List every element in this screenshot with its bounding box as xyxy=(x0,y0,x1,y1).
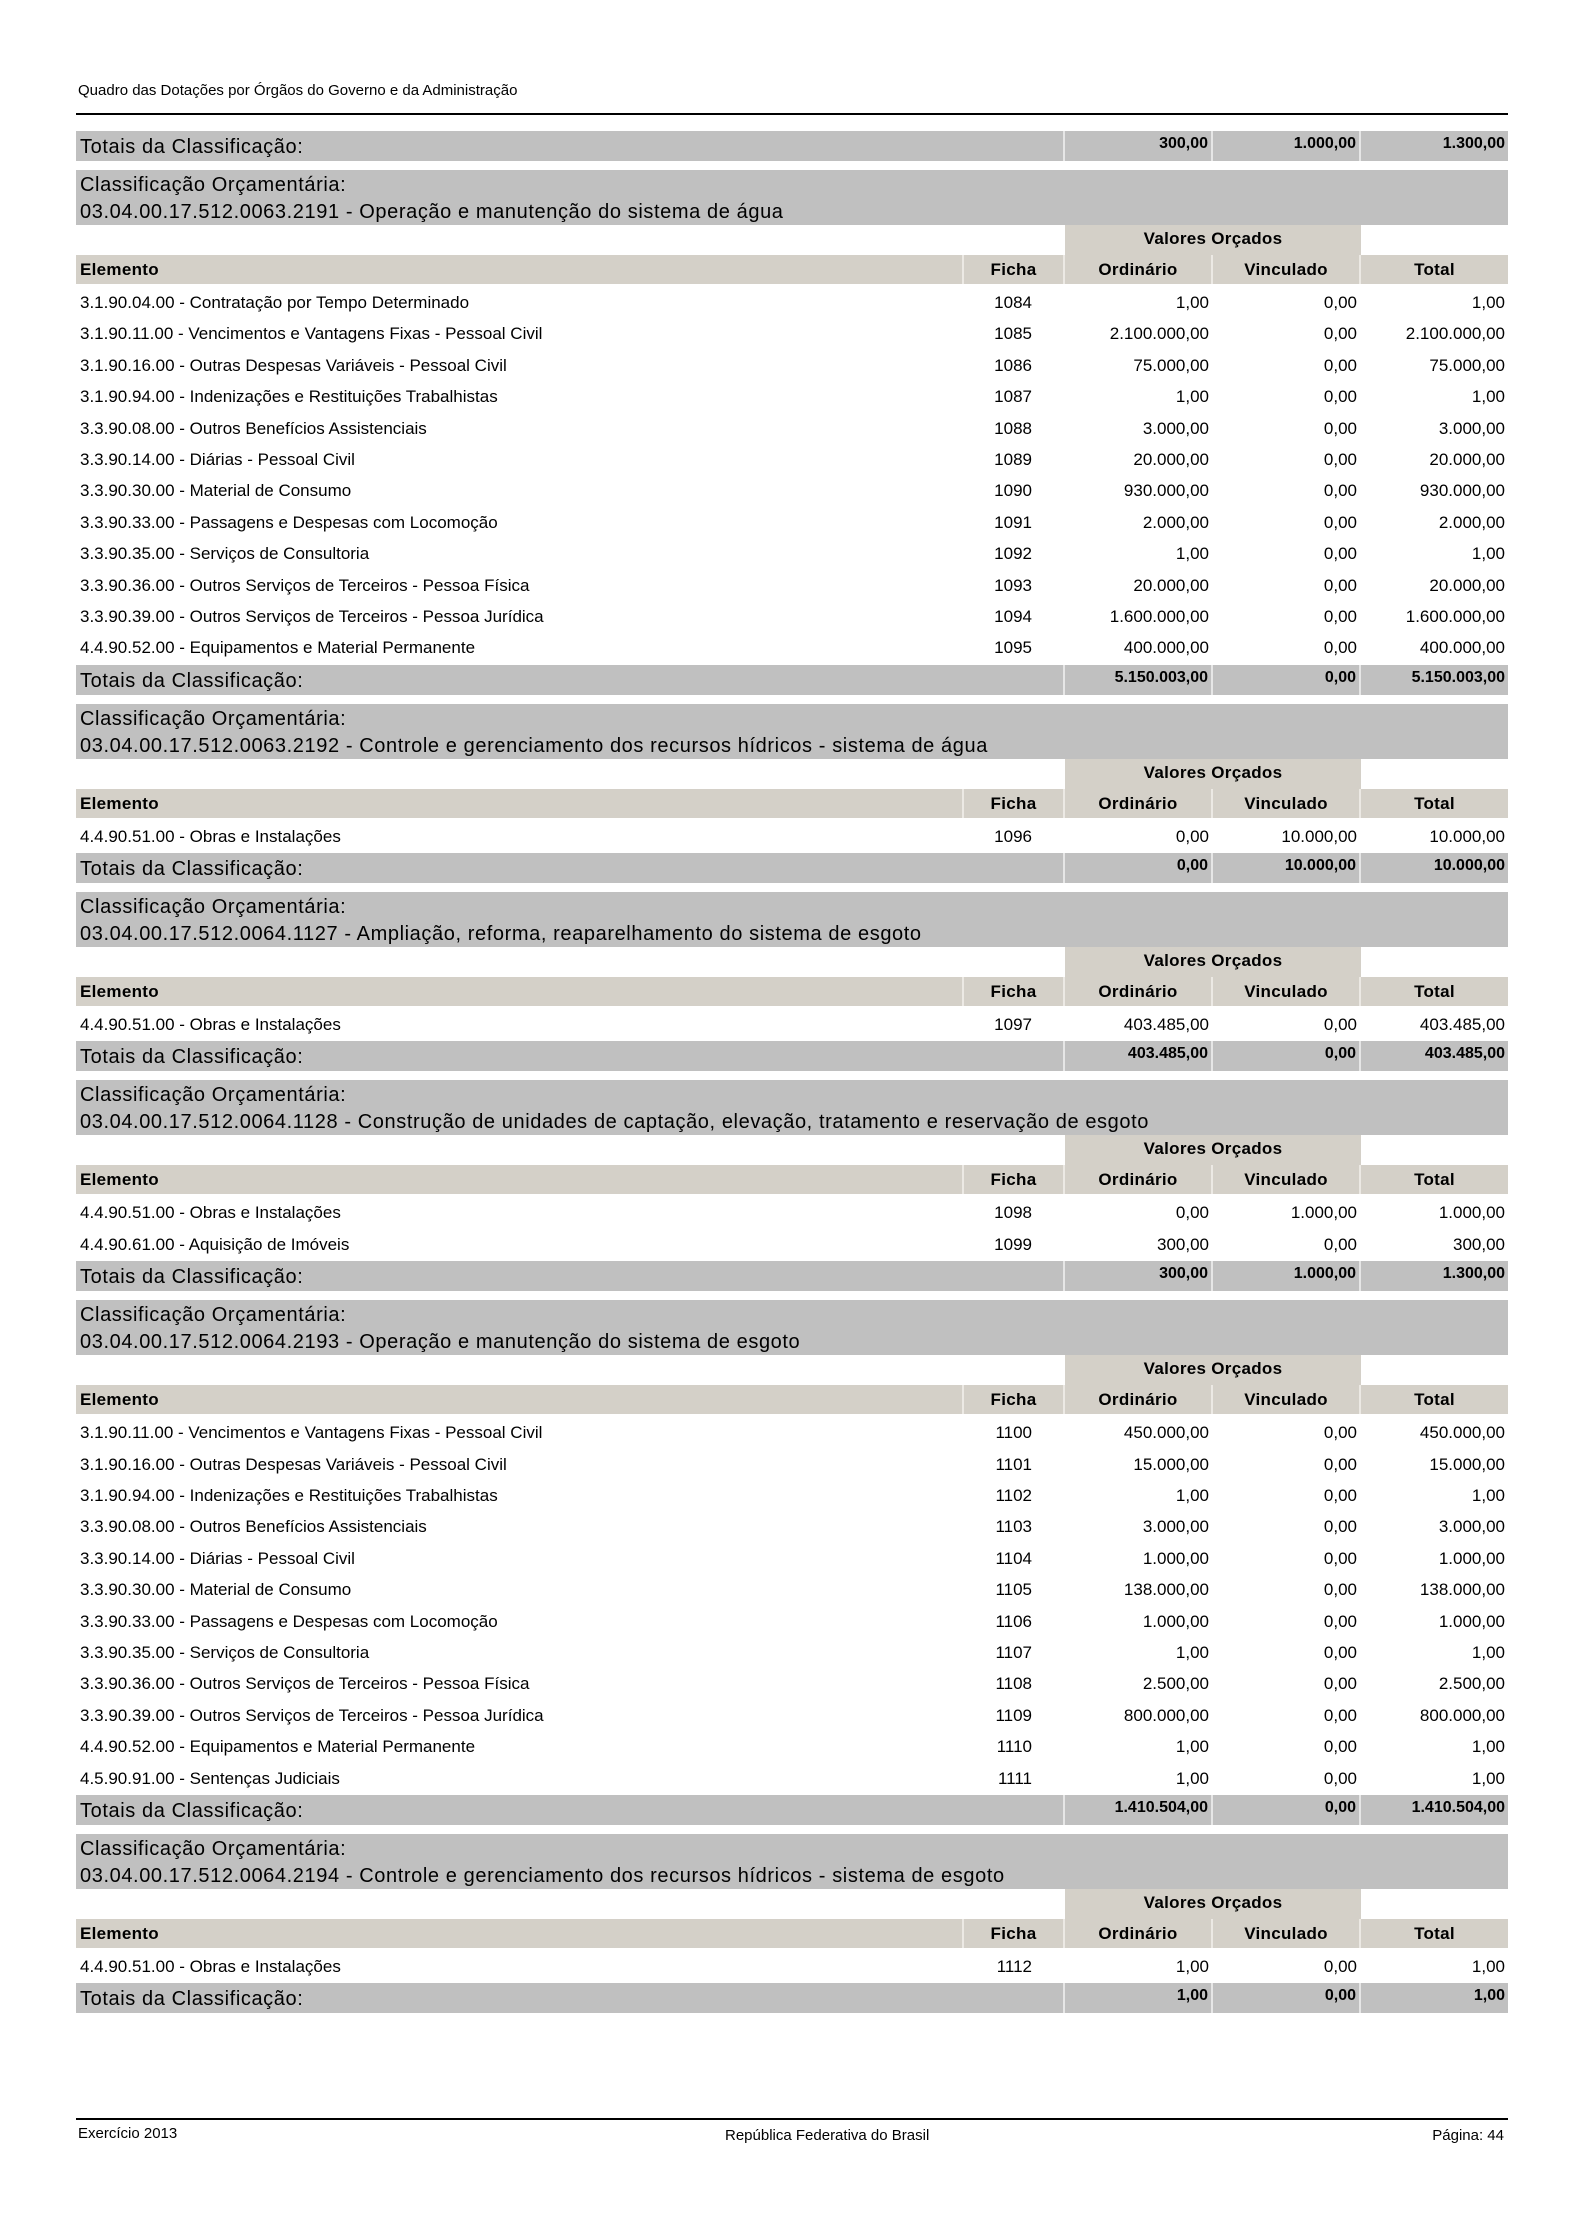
totals-total: 1.300,00 xyxy=(1361,1261,1508,1291)
classification-label: Classificação Orçamentária: xyxy=(80,1084,347,1107)
valores-orcados-row xyxy=(76,759,1508,789)
totals-label: Totais da Classificação: xyxy=(76,1983,1065,2013)
column-header-row xyxy=(76,255,1508,284)
totals-vinculado: 1.000,00 xyxy=(1213,131,1361,161)
col-ficha-header: Ficha xyxy=(964,1385,1065,1414)
col-elemento-header: Elemento xyxy=(76,1165,964,1194)
section-totals-row xyxy=(76,1261,1508,1291)
cell-ordinario: 1,00 xyxy=(1175,1486,1209,1506)
cell-ordinario: 0,00 xyxy=(1175,1203,1209,1223)
col-total-header: Total xyxy=(1414,982,1455,1002)
cell-vinculado: 0,00 xyxy=(1323,544,1357,564)
table-row xyxy=(76,1197,1508,1228)
col-ordinario-header: Ordinário xyxy=(1065,1165,1213,1194)
cell-ficha: 1103 xyxy=(995,1517,1032,1537)
cell-elemento: 3.3.90.08.00 - Outros Benefícios Assistenciais xyxy=(80,418,427,438)
cell-ficha: 1096 xyxy=(994,826,1032,846)
table-row xyxy=(76,1229,1508,1260)
totals-label: Totais da Classificação: xyxy=(76,665,1065,695)
cell-total: 2.100.000,00 xyxy=(1405,324,1505,344)
cell-vinculado: 0,00 xyxy=(1323,449,1357,469)
table-row xyxy=(76,1637,1508,1668)
cell-total: 2.000,00 xyxy=(1438,512,1505,532)
classification-label: Classificação Orçamentária: xyxy=(80,1837,347,1860)
totals-total: 1,00 xyxy=(1361,1983,1508,2013)
classification-header xyxy=(76,1080,1508,1135)
cell-ficha: 1105 xyxy=(995,1580,1032,1600)
classification-label: Classificação Orçamentária: xyxy=(80,1304,347,1327)
cell-ficha: 1104 xyxy=(995,1548,1032,1568)
table-row xyxy=(76,381,1508,412)
col-total-header: Total xyxy=(1414,1923,1455,1943)
cell-elemento: 3.1.90.11.00 - Vencimentos e Vantagens Fixas - Pessoal Civil xyxy=(80,324,543,344)
cell-elemento: 3.3.90.35.00 - Serviços de Consultoria xyxy=(80,544,370,564)
section-totals-row xyxy=(76,1041,1508,1071)
col-vinculado-header: Vinculado xyxy=(1213,255,1361,284)
cell-vinculado: 0,00 xyxy=(1323,355,1357,375)
cell-vinculado: 0,00 xyxy=(1323,387,1357,407)
cell-ordinario: 1,00 xyxy=(1175,293,1209,312)
table-row xyxy=(76,1480,1508,1511)
table-row xyxy=(76,538,1508,569)
cell-total: 1.000,00 xyxy=(1438,1611,1505,1631)
cell-ficha: 1101 xyxy=(995,1454,1032,1474)
cell-vinculado: 0,00 xyxy=(1323,1234,1357,1254)
cell-vinculado: 0,00 xyxy=(1323,1548,1357,1568)
cell-vinculado: 0,00 xyxy=(1323,1642,1357,1662)
cell-ficha: 1100 xyxy=(995,1423,1032,1443)
carryover-totals-row xyxy=(76,131,1508,161)
valores-orcados-header: Valores Orçados xyxy=(1065,225,1361,255)
totals-total: 5.150.003,00 xyxy=(1361,665,1508,695)
col-elemento-header: Elemento xyxy=(76,977,964,1006)
cell-ordinario: 138.000,00 xyxy=(1123,1580,1209,1600)
classification-header xyxy=(76,1300,1508,1355)
col-ordinario-header: Ordinário xyxy=(1065,255,1213,284)
totals-label: Totais da Classificação: xyxy=(76,1795,1065,1825)
table-row xyxy=(76,287,1508,318)
cell-ordinario: 400.000,00 xyxy=(1123,638,1209,658)
valores-orcados-header: Valores Orçados xyxy=(1065,1889,1361,1919)
cell-vinculado: 0,00 xyxy=(1323,1705,1357,1725)
spacer xyxy=(76,1135,1065,1165)
column-header-row xyxy=(76,1385,1508,1414)
cell-total: 1,00 xyxy=(1471,544,1505,564)
cell-elemento: 3.1.90.16.00 - Outras Despesas Variáveis - Pessoal Civil xyxy=(80,355,507,375)
totals-vinculado: 0,00 xyxy=(1213,1795,1361,1825)
footer-country: República Federativa do Brasil xyxy=(725,2127,930,2144)
cell-ficha: 1110 xyxy=(996,1737,1032,1757)
totals-ordinario: 300,00 xyxy=(1065,1261,1213,1291)
header-divider xyxy=(76,113,1508,115)
totals-vinculado: 10.000,00 xyxy=(1213,853,1361,883)
section-totals-row xyxy=(76,1795,1508,1825)
cell-total: 1,00 xyxy=(1471,1642,1505,1662)
cell-ordinario: 15.000,00 xyxy=(1133,1454,1209,1474)
cell-ficha: 1092 xyxy=(994,544,1032,564)
cell-elemento: 3.1.90.16.00 - Outras Despesas Variáveis - Pessoal Civil xyxy=(80,1454,507,1474)
table-row xyxy=(76,1763,1508,1794)
totals-label: Totais da Classificação: xyxy=(76,853,1065,883)
cell-total: 403.485,00 xyxy=(1419,1015,1505,1035)
cell-vinculado: 10.000,00 xyxy=(1281,826,1357,846)
cell-ficha: 1085 xyxy=(994,324,1032,344)
spacer xyxy=(76,1889,1065,1919)
cell-ordinario: 20.000,00 xyxy=(1133,575,1209,595)
cell-elemento: 3.3.90.39.00 - Outros Serviços de Terceiros - Pessoa Jurídica xyxy=(80,606,544,626)
cell-vinculado: 1.000,00 xyxy=(1290,1203,1357,1223)
cell-vinculado: 0,00 xyxy=(1323,638,1357,658)
col-ordinario-header: Ordinário xyxy=(1065,977,1213,1006)
cell-total: 1,00 xyxy=(1471,1737,1505,1757)
cell-ficha: 1112 xyxy=(996,1956,1032,1976)
cell-ordinario: 800.000,00 xyxy=(1123,1705,1209,1725)
cell-ordinario: 2.500,00 xyxy=(1142,1674,1209,1694)
cell-vinculado: 0,00 xyxy=(1323,293,1357,312)
cell-elemento: 3.3.90.30.00 - Material de Consumo xyxy=(80,481,352,501)
section-totals-row xyxy=(76,665,1508,695)
column-header-row xyxy=(76,789,1508,818)
cell-ordinario: 1.600.000,00 xyxy=(1109,606,1209,626)
cell-vinculado: 0,00 xyxy=(1323,481,1357,501)
col-total-header: Total xyxy=(1414,793,1455,813)
table-row xyxy=(76,1511,1508,1542)
col-ficha-header: Ficha xyxy=(964,1919,1065,1948)
cell-total: 75.000,00 xyxy=(1429,355,1505,375)
cell-ficha: 1109 xyxy=(995,1705,1032,1725)
cell-total: 2.500,00 xyxy=(1438,1674,1505,1694)
classification-header xyxy=(76,704,1508,759)
col-vinculado-header: Vinculado xyxy=(1213,1165,1361,1194)
cell-elemento: 3.3.90.33.00 - Passagens e Despesas com Locomoção xyxy=(80,1611,498,1631)
cell-elemento: 3.3.90.36.00 - Outros Serviços de Terceiros - Pessoa Física xyxy=(80,1674,530,1694)
cell-total: 1,00 xyxy=(1471,387,1505,407)
cell-elemento: 3.3.90.39.00 - Outros Serviços de Terceiros - Pessoa Jurídica xyxy=(80,1705,544,1725)
footer-divider xyxy=(76,2118,1508,2120)
col-vinculado-header: Vinculado xyxy=(1213,1919,1361,1948)
cell-total: 1.600.000,00 xyxy=(1405,606,1505,626)
cell-total: 1,00 xyxy=(1471,1956,1505,1976)
column-header-row xyxy=(76,1165,1508,1194)
cell-ficha: 1087 xyxy=(994,387,1032,407)
totals-total: 1.300,00 xyxy=(1361,131,1508,161)
section-totals-row xyxy=(76,1983,1508,2013)
table-row xyxy=(76,1731,1508,1762)
cell-total: 930.000,00 xyxy=(1419,481,1505,501)
cell-vinculado: 0,00 xyxy=(1323,1956,1357,1976)
cell-ordinario: 3.000,00 xyxy=(1142,418,1209,438)
valores-orcados-row xyxy=(76,225,1508,255)
cell-vinculado: 0,00 xyxy=(1323,1768,1357,1788)
cell-ordinario: 2.000,00 xyxy=(1142,512,1209,532)
cell-total: 1,00 xyxy=(1471,1486,1505,1506)
valores-orcados-row xyxy=(76,1889,1508,1919)
cell-vinculado: 0,00 xyxy=(1323,418,1357,438)
column-header-row xyxy=(76,1919,1508,1948)
cell-elemento: 4.4.90.61.00 - Aquisição de Imóveis xyxy=(80,1234,350,1254)
cell-total: 20.000,00 xyxy=(1429,575,1505,595)
cell-ordinario: 403.485,00 xyxy=(1123,1015,1209,1035)
valores-orcados-header: Valores Orçados xyxy=(1065,1135,1361,1165)
cell-ordinario: 930.000,00 xyxy=(1123,481,1209,501)
col-vinculado-header: Vinculado xyxy=(1213,789,1361,818)
cell-total: 3.000,00 xyxy=(1438,418,1505,438)
totals-label: Totais da Classificação: xyxy=(76,1041,1065,1071)
table-row xyxy=(76,821,1508,852)
cell-ordinario: 20.000,00 xyxy=(1133,449,1209,469)
col-vinculado-header: Vinculado xyxy=(1213,1385,1361,1414)
col-elemento-header: Elemento xyxy=(76,789,964,818)
cell-ficha: 1111 xyxy=(997,1768,1032,1788)
cell-ordinario: 0,00 xyxy=(1175,826,1209,846)
table-row xyxy=(76,318,1508,349)
col-ficha-header: Ficha xyxy=(964,255,1065,284)
cell-elemento: 3.3.90.14.00 - Diárias - Pessoal Civil xyxy=(80,1548,355,1568)
cell-elemento: 3.3.90.35.00 - Serviços de Consultoria xyxy=(80,1642,370,1662)
cell-elemento: 3.1.90.04.00 - Contratação por Tempo Determinado xyxy=(80,293,470,312)
cell-total: 10.000,00 xyxy=(1429,826,1505,846)
cell-ficha: 1108 xyxy=(995,1674,1032,1694)
cell-vinculado: 0,00 xyxy=(1323,1674,1357,1694)
cell-ordinario: 1,00 xyxy=(1175,1768,1209,1788)
cell-total: 1.000,00 xyxy=(1438,1548,1505,1568)
classification-code-title: 03.04.00.17.512.0064.2194 - Controle e gerenciamento dos recursos hídricos - sistema de esgoto xyxy=(80,1864,1005,1887)
classification-header xyxy=(76,170,1508,225)
cell-elemento: 3.3.90.08.00 - Outros Benefícios Assistenciais xyxy=(80,1517,427,1537)
table-row xyxy=(76,350,1508,381)
cell-elemento: 3.1.90.94.00 - Indenizações e Restituições Trabalhistas xyxy=(80,1486,498,1506)
totals-label: Totais da Classificação: xyxy=(76,131,1065,161)
col-vinculado-header: Vinculado xyxy=(1213,977,1361,1006)
col-ordinario-header: Ordinário xyxy=(1065,789,1213,818)
cell-ficha: 1098 xyxy=(994,1203,1032,1223)
cell-total: 20.000,00 xyxy=(1429,449,1505,469)
cell-elemento: 3.3.90.33.00 - Passagens e Despesas com Locomoção xyxy=(80,512,498,532)
spacer xyxy=(76,947,1065,977)
cell-total: 3.000,00 xyxy=(1438,1517,1505,1537)
table-row xyxy=(76,1417,1508,1448)
cell-ordinario: 2.100.000,00 xyxy=(1109,324,1209,344)
cell-ficha: 1093 xyxy=(994,575,1032,595)
cell-elemento: 3.3.90.14.00 - Diárias - Pessoal Civil xyxy=(80,449,355,469)
footer-page-number: Página: 44 xyxy=(1432,2127,1504,2144)
cell-elemento: 4.4.90.51.00 - Obras e Instalações xyxy=(80,1956,341,1976)
cell-elemento: 4.4.90.51.00 - Obras e Instalações xyxy=(80,1015,341,1035)
cell-total: 400.000,00 xyxy=(1419,638,1505,658)
classification-label: Classificação Orçamentária: xyxy=(80,896,347,919)
cell-ordinario: 1,00 xyxy=(1175,544,1209,564)
classification-code-title: 03.04.00.17.512.0064.1127 - Ampliação, reforma, reaparelhamento do sistema de esgoto xyxy=(80,923,922,946)
cell-vinculado: 0,00 xyxy=(1323,1454,1357,1474)
cell-ficha: 1089 xyxy=(994,449,1032,469)
totals-label: Totais da Classificação: xyxy=(76,1261,1065,1291)
valores-orcados-row xyxy=(76,1355,1508,1385)
col-total-header: Total xyxy=(1414,1170,1455,1190)
cell-vinculado: 0,00 xyxy=(1323,1611,1357,1631)
col-ordinario-header: Ordinário xyxy=(1065,1385,1213,1414)
totals-vinculado: 0,00 xyxy=(1213,1041,1361,1071)
report-body xyxy=(76,131,1508,2022)
totals-total: 403.485,00 xyxy=(1361,1041,1508,1071)
cell-total: 300,00 xyxy=(1453,1234,1505,1254)
table-row xyxy=(76,1574,1508,1605)
cell-ficha: 1095 xyxy=(994,638,1032,658)
cell-elemento: 3.3.90.36.00 - Outros Serviços de Terceiros - Pessoa Física xyxy=(80,575,530,595)
table-row xyxy=(76,1700,1508,1731)
cell-total: 450.000,00 xyxy=(1419,1423,1505,1443)
classification-label: Classificação Orçamentária: xyxy=(80,174,347,196)
cell-vinculado: 0,00 xyxy=(1323,1015,1357,1035)
classification-code-title: 03.04.00.17.512.0063.2192 - Controle e gerenciamento dos recursos hídricos - sistema de água xyxy=(80,734,988,757)
classification-code-title: 03.04.00.17.512.0063.2191 - Operação e manutenção do sistema de água xyxy=(80,201,784,223)
cell-ficha: 1088 xyxy=(994,418,1032,438)
table-row xyxy=(76,413,1508,444)
cell-vinculado: 0,00 xyxy=(1323,324,1357,344)
spacer xyxy=(76,1355,1065,1385)
table-row xyxy=(76,1449,1508,1480)
cell-ficha: 1106 xyxy=(995,1611,1032,1631)
cell-total: 15.000,00 xyxy=(1429,1454,1505,1474)
valores-orcados-header: Valores Orçados xyxy=(1065,947,1361,977)
cell-ficha: 1099 xyxy=(994,1234,1032,1254)
cell-elemento: 3.1.90.94.00 - Indenizações e Restituições Trabalhistas xyxy=(80,387,498,407)
col-ficha-header: Ficha xyxy=(964,789,1065,818)
col-total-header: Total xyxy=(1414,1390,1455,1410)
col-ordinario-header: Ordinário xyxy=(1065,1919,1213,1948)
cell-total: 1,00 xyxy=(1471,293,1505,312)
table-row xyxy=(76,1668,1508,1699)
cell-ordinario: 1,00 xyxy=(1175,1642,1209,1662)
valores-orcados-header: Valores Orçados xyxy=(1065,1355,1361,1385)
col-ficha-header: Ficha xyxy=(964,977,1065,1006)
totals-ordinario: 1,00 xyxy=(1065,1983,1213,2013)
table-row xyxy=(76,1606,1508,1637)
section-totals-row xyxy=(76,853,1508,883)
table-row xyxy=(76,601,1508,632)
cell-ficha: 1086 xyxy=(994,355,1032,375)
cell-elemento: 4.4.90.51.00 - Obras e Instalações xyxy=(80,826,341,846)
totals-vinculado: 1.000,00 xyxy=(1213,1261,1361,1291)
cell-elemento: 3.1.90.11.00 - Vencimentos e Vantagens Fixas - Pessoal Civil xyxy=(80,1423,543,1443)
cell-vinculado: 0,00 xyxy=(1323,575,1357,595)
cell-ordinario: 1.000,00 xyxy=(1142,1548,1209,1568)
table-row xyxy=(76,1009,1508,1040)
classification-code-title: 03.04.00.17.512.0064.2193 - Operação e manutenção do sistema de esgoto xyxy=(80,1331,801,1354)
cell-elemento: 4.5.90.91.00 - Sentenças Judiciais xyxy=(80,1768,340,1788)
totals-total: 1.410.504,00 xyxy=(1361,1795,1508,1825)
table-row xyxy=(76,570,1508,601)
cell-vinculado: 0,00 xyxy=(1323,1517,1357,1537)
table-row xyxy=(76,1951,1508,1982)
cell-ficha: 1094 xyxy=(994,606,1032,626)
cell-elemento: 4.4.90.52.00 - Equipamentos e Material Permanente xyxy=(80,1737,476,1757)
cell-total: 138.000,00 xyxy=(1419,1580,1505,1600)
cell-total: 1.000,00 xyxy=(1438,1203,1505,1223)
col-elemento-header: Elemento xyxy=(76,1385,964,1414)
table-row xyxy=(76,444,1508,475)
cell-ficha: 1090 xyxy=(994,481,1032,501)
valores-orcados-header: Valores Orçados xyxy=(1065,759,1361,789)
cell-ordinario: 1.000,00 xyxy=(1142,1611,1209,1631)
cell-vinculado: 0,00 xyxy=(1323,1423,1357,1443)
cell-ordinario: 300,00 xyxy=(1157,1234,1209,1254)
cell-ordinario: 3.000,00 xyxy=(1142,1517,1209,1537)
page-title: Quadro das Dotações por Órgãos do Governo e da Administração xyxy=(78,82,518,99)
col-ficha-header: Ficha xyxy=(964,1165,1065,1194)
cell-elemento: 4.4.90.52.00 - Equipamentos e Material Permanente xyxy=(80,638,476,658)
totals-vinculado: 0,00 xyxy=(1213,665,1361,695)
spacer xyxy=(76,225,1065,255)
classification-code-title: 03.04.00.17.512.0064.1128 - Construção de unidades de captação, elevação, tratamento e reservação de esgoto xyxy=(80,1111,1149,1134)
col-elemento-header: Elemento xyxy=(76,1919,964,1948)
column-header-row xyxy=(76,977,1508,1006)
totals-vinculado: 0,00 xyxy=(1213,1983,1361,2013)
col-total-header: Total xyxy=(1414,260,1455,279)
valores-orcados-row xyxy=(76,1135,1508,1165)
cell-total: 1,00 xyxy=(1471,1768,1505,1788)
cell-ordinario: 1,00 xyxy=(1175,1956,1209,1976)
cell-elemento: 4.4.90.51.00 - Obras e Instalações xyxy=(80,1203,341,1223)
table-row xyxy=(76,507,1508,538)
cell-ordinario: 1,00 xyxy=(1175,387,1209,407)
table-row xyxy=(76,1543,1508,1574)
table-row xyxy=(76,632,1508,663)
totals-total: 10.000,00 xyxy=(1361,853,1508,883)
cell-ordinario: 75.000,00 xyxy=(1133,355,1209,375)
table-row xyxy=(76,475,1508,506)
classification-header xyxy=(76,1834,1508,1889)
cell-ficha: 1091 xyxy=(994,512,1032,532)
footer-exercise-year: Exercício 2013 xyxy=(78,2125,178,2142)
cell-vinculado: 0,00 xyxy=(1323,512,1357,532)
totals-ordinario: 0,00 xyxy=(1065,853,1213,883)
classification-label: Classificação Orçamentária: xyxy=(80,707,347,730)
cell-ficha: 1097 xyxy=(994,1015,1032,1035)
totals-ordinario: 403.485,00 xyxy=(1065,1041,1213,1071)
classification-header xyxy=(76,892,1508,947)
col-elemento-header: Elemento xyxy=(76,255,964,284)
cell-ficha: 1084 xyxy=(994,293,1032,312)
spacer xyxy=(76,759,1065,789)
valores-orcados-row xyxy=(76,947,1508,977)
cell-elemento: 3.3.90.30.00 - Material de Consumo xyxy=(80,1580,352,1600)
cell-total: 800.000,00 xyxy=(1419,1705,1505,1725)
cell-vinculado: 0,00 xyxy=(1323,606,1357,626)
totals-ordinario: 5.150.003,00 xyxy=(1065,665,1213,695)
cell-vinculado: 0,00 xyxy=(1323,1580,1357,1600)
totals-ordinario: 1.410.504,00 xyxy=(1065,1795,1213,1825)
cell-vinculado: 0,00 xyxy=(1323,1737,1357,1757)
cell-ordinario: 1,00 xyxy=(1175,1737,1209,1757)
cell-ficha: 1107 xyxy=(995,1642,1032,1662)
totals-ordinario: 300,00 xyxy=(1065,131,1213,161)
cell-ordinario: 450.000,00 xyxy=(1123,1423,1209,1443)
cell-vinculado: 0,00 xyxy=(1323,1486,1357,1506)
cell-ficha: 1102 xyxy=(995,1486,1032,1506)
